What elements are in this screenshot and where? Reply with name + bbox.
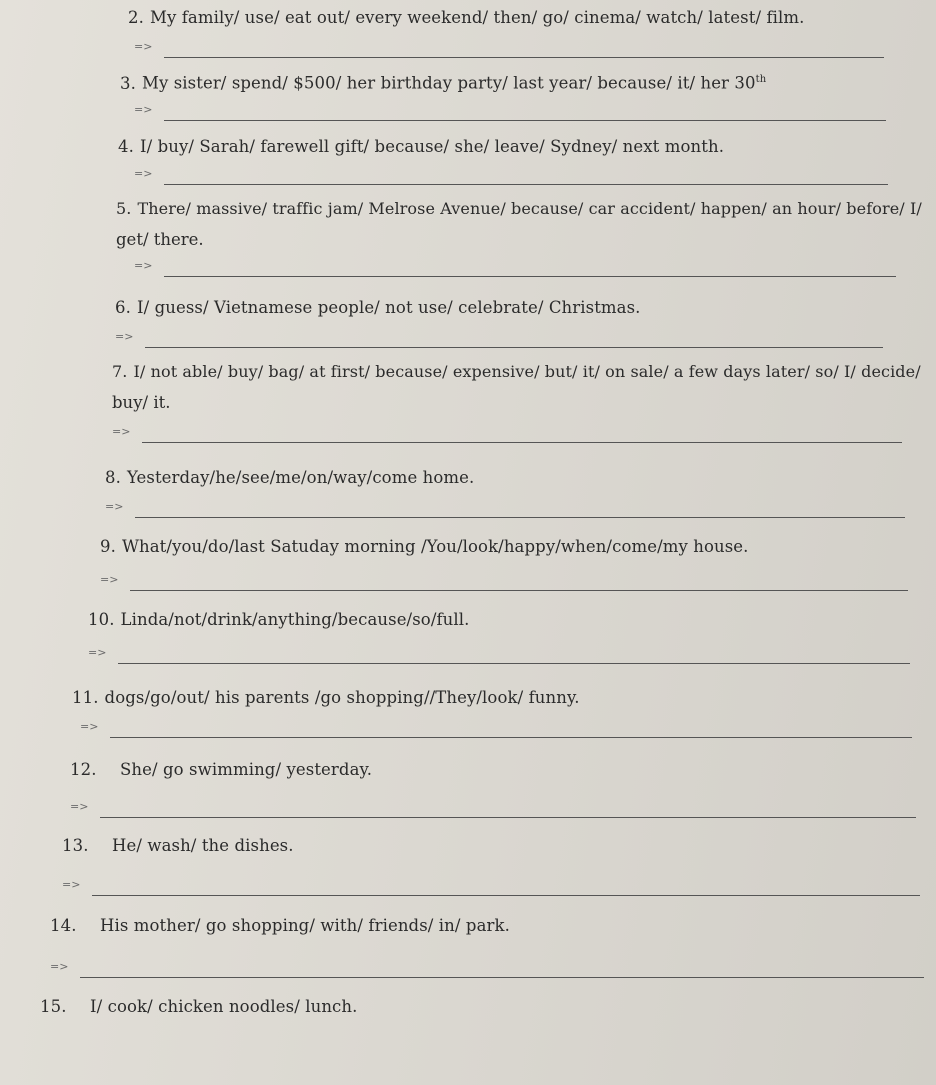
arrow-icon: => xyxy=(88,646,107,659)
question-5-continuation: get/ there. xyxy=(116,230,204,249)
question-number: 4. xyxy=(118,137,134,156)
arrow-icon: => xyxy=(100,573,119,586)
arrow-icon: => xyxy=(134,40,153,53)
question-number: 6. xyxy=(115,298,131,317)
question-3 xyxy=(120,70,766,94)
question-number: 14. xyxy=(50,916,77,935)
question-number: 13. xyxy=(62,836,89,855)
blank-line xyxy=(118,663,910,664)
answer-line-7[interactable] xyxy=(112,425,902,445)
blank-line xyxy=(100,817,916,818)
question-5 xyxy=(116,199,922,219)
question-7-continuation: buy/ it. xyxy=(112,393,171,412)
arrow-icon: => xyxy=(134,167,153,180)
arrow-icon: => xyxy=(134,103,153,116)
question-text: I/ guess/ Vietnamese people/ not use/ celebrate/ Christmas. xyxy=(136,298,641,317)
answer-line-3[interactable] xyxy=(134,103,886,123)
answer-line-2[interactable] xyxy=(134,40,884,60)
arrow-icon: => xyxy=(105,500,124,513)
arrow-icon: => xyxy=(70,800,89,813)
question-text: What/you/do/last Satuday morning /You/look/happy/when/come/my house. xyxy=(121,537,749,556)
arrow-icon: => xyxy=(115,330,134,343)
answer-line-4[interactable] xyxy=(134,167,888,187)
arrow-icon: => xyxy=(112,425,131,438)
question-7 xyxy=(112,362,921,382)
arrow-icon: => xyxy=(62,878,81,891)
question-number: 5. xyxy=(116,199,132,218)
question-text: She/ go swimming/ yesterday. xyxy=(120,760,373,779)
blank-line xyxy=(80,977,924,978)
question-9 xyxy=(100,537,749,557)
question-number: 7. xyxy=(112,362,128,381)
blank-line xyxy=(164,57,884,58)
ordinal-suffix: th xyxy=(755,74,767,85)
question-text: I/ cook/ chicken noodles/ lunch. xyxy=(90,997,358,1016)
answer-line-13[interactable] xyxy=(62,878,920,898)
answer-line-5[interactable] xyxy=(134,259,896,279)
question-number: 12. xyxy=(70,760,97,779)
arrow-icon: => xyxy=(80,720,99,733)
question-number: 11. xyxy=(72,688,99,707)
answer-line-8[interactable] xyxy=(105,500,905,520)
blank-line xyxy=(130,590,908,591)
question-text: He/ wash/ the dishes. xyxy=(112,836,294,855)
blank-line xyxy=(145,347,883,348)
question-number: 3. xyxy=(120,73,136,93)
question-text: dogs/go/out/ his parents /go shopping//They/look/ funny. xyxy=(104,688,580,707)
blank-line xyxy=(164,276,896,277)
arrow-icon: => xyxy=(134,259,153,272)
question-13 xyxy=(62,836,294,856)
arrow-icon: => xyxy=(50,960,69,973)
question-text: I/ not able/ buy/ bag/ at first/ because/ expensive/ but/ it/ on sale/ a few days later/ so/ I/ decide/ xyxy=(133,362,921,381)
answer-line-10[interactable] xyxy=(88,646,910,666)
answer-line-14[interactable] xyxy=(50,960,924,980)
question-text: Linda/not/drink/anything/because/so/full. xyxy=(120,610,470,629)
question-number: 15. xyxy=(40,997,67,1016)
question-6 xyxy=(115,298,641,318)
blank-line xyxy=(110,737,912,738)
question-text: My family/ use/ eat out/ every weekend/ then/ go/ cinema/ watch/ latest/ film. xyxy=(149,8,805,27)
blank-line xyxy=(92,895,920,896)
question-11 xyxy=(72,688,580,708)
question-text: His mother/ go shopping/ with/ friends/ in/ park. xyxy=(100,916,510,935)
question-10 xyxy=(88,610,470,630)
question-text: Yesterday/he/see/me/on/way/come home. xyxy=(126,468,475,487)
question-4 xyxy=(118,137,724,157)
blank-line xyxy=(135,517,905,518)
answer-line-12[interactable] xyxy=(70,800,916,820)
question-15 xyxy=(40,997,357,1017)
question-text: I/ buy/ Sarah/ farewell gift/ because/ she/ leave/ Sydney/ next month. xyxy=(139,137,725,156)
question-14 xyxy=(50,916,510,936)
question-number: 9. xyxy=(100,537,116,556)
question-number: 8. xyxy=(105,468,121,487)
question-text: There/ massive/ traffic jam/ Melrose Avenue/ because/ car accident/ happen/ an hour/ before/ I/ xyxy=(137,199,922,218)
question-number: 2. xyxy=(128,8,144,27)
blank-line xyxy=(164,184,888,185)
answer-line-6[interactable] xyxy=(115,330,883,350)
answer-line-9[interactable] xyxy=(100,573,908,593)
question-number: 10. xyxy=(88,610,115,629)
blank-line xyxy=(142,442,902,443)
question-8 xyxy=(105,468,474,488)
question-text: My sister/ spend/ $500/ her birthday party/ last year/ because/ it/ her 30 xyxy=(141,73,756,93)
question-2 xyxy=(128,8,805,28)
blank-line xyxy=(164,120,886,121)
answer-line-11[interactable] xyxy=(80,720,912,740)
question-12 xyxy=(70,760,372,780)
